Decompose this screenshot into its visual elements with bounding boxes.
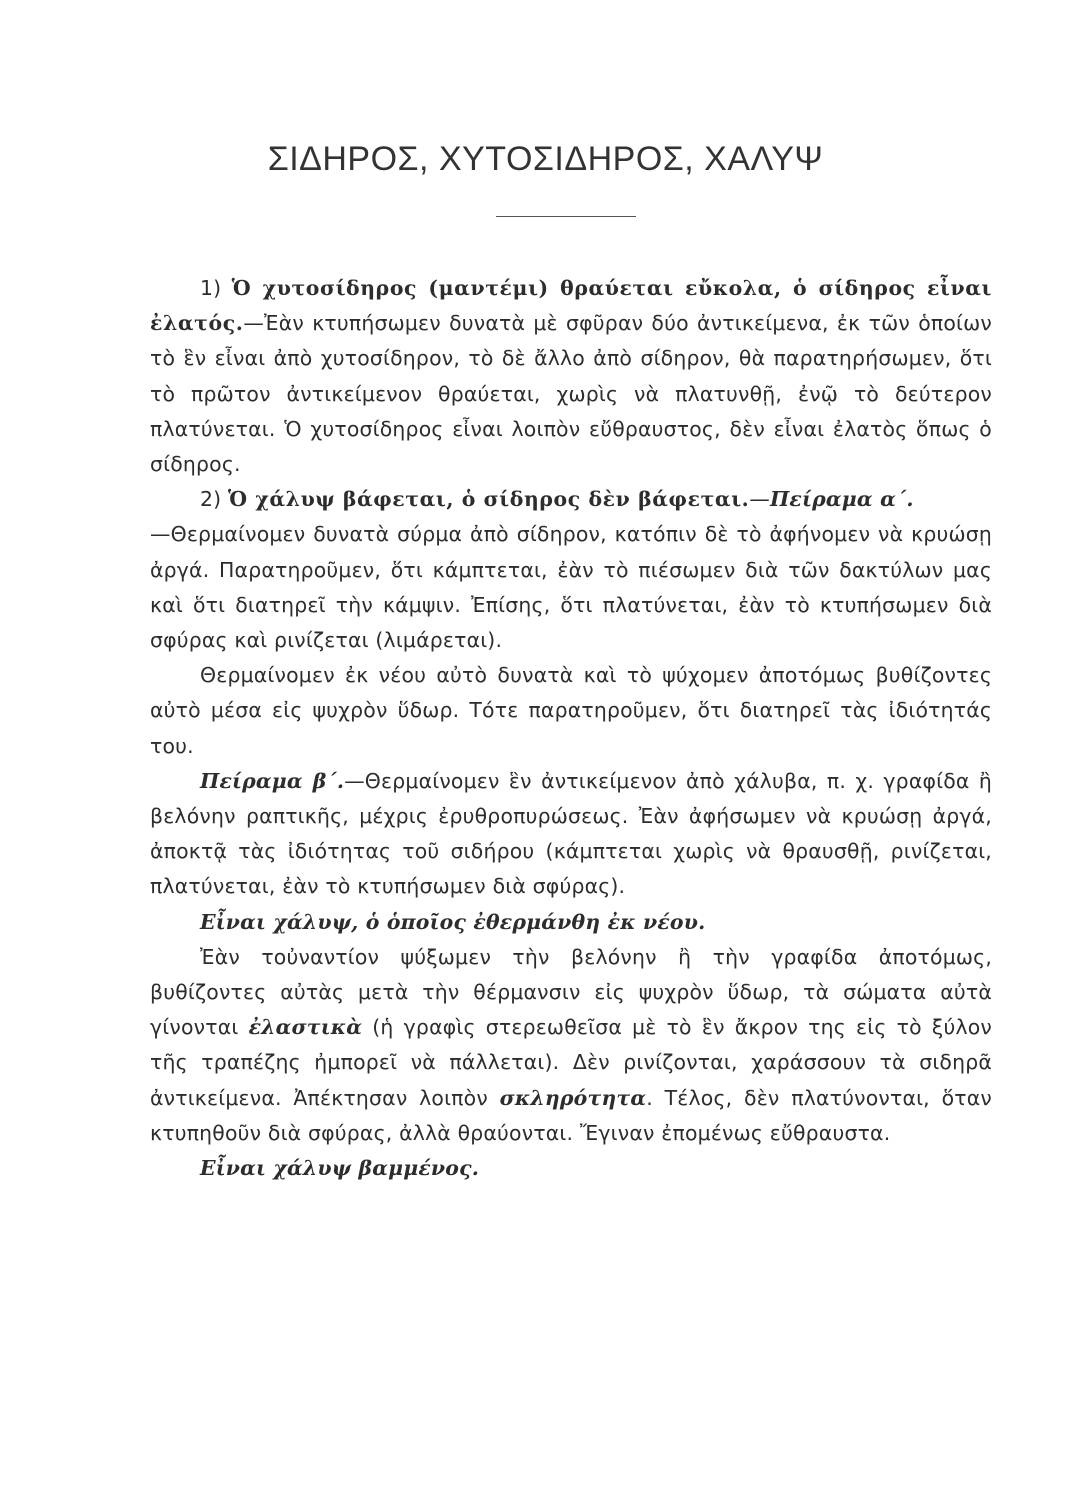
section-2-heading: Ὁ χάλυψ βάφεται, ὁ σίδηρος δὲν βάφεται. bbox=[228, 487, 750, 512]
reheat-text: Θερμαίνομεν ἐκ νέου αὐτὸ δυνατὰ καὶ τὸ ψύχομεν ἀποτόμως βυθίζοντες αὐτὸ μέσα εἰς ψυχρὸν ὕδωρ. Τότε παρατηροῦμεν, ὅτι διατηρεῖ τὰς ἰδιότητάς του. bbox=[150, 663, 992, 758]
section-2-paragraph bbox=[150, 482, 992, 517]
hardness-term: σκληρότητα bbox=[499, 1085, 647, 1110]
conclusion-1: Εἶναι χάλυψ, ὁ ὁποῖος ἐθερμάνθη ἐκ νέου. bbox=[200, 909, 706, 934]
experiment-b-paragraph bbox=[150, 764, 992, 905]
experiment-a-label: Πείραμα α΄. bbox=[769, 487, 914, 512]
section-2-dash: — bbox=[749, 487, 770, 512]
experiment-a-text: —Θερμαίνομεν δυνατὰ σύρμα ἀπὸ σίδηρον, κατόπιν δὲ τὸ ἀφήνομεν νὰ κρυώσῃ ἀργά. Παρατηροῦμεν, ὅτι κάμπτεται, ἐὰν τὸ πιέσωμεν διὰ τῶν δακτύλων μας καὶ ὅτι διατηρεῖ τὴν κάμψιν. Ἐπίσης, ὅτι πλατύνεται, ἐὰν τὸ κτυπήσωμεν διὰ σφύρας καὶ ρινίζεται (λιμάρεται). bbox=[150, 522, 992, 653]
section-1-paragraph bbox=[150, 271, 992, 482]
section-2-number: 2) bbox=[200, 487, 229, 512]
conclusion-2: Εἶναι χάλυψ βαμμένος. bbox=[200, 1156, 479, 1181]
section-1-heading: Ὁ χυτοσίδηρος (μαντέμι) θραύεται εὔκολα, ὁ σίδηρος εἶναι ἐλατός. bbox=[150, 276, 992, 336]
title-divider bbox=[496, 216, 636, 217]
quench-text-3: . Τέλος, δὲν πλατύνονται, ὅταν κτυπηθοῦν διὰ σφύρας, ἀλλὰ θραύονται. Ἔγιναν ἐπομένως εὔθραυστα. bbox=[150, 1085, 992, 1145]
page-title: ΣΙΔΗΡΟΣ, ΧΥΤΟΣΙΔΗΡΟΣ, ΧΑΛΥΨ bbox=[267, 140, 824, 178]
experiment-b-label: Πείραμα β΄. bbox=[200, 768, 345, 793]
quench-paragraph bbox=[150, 940, 992, 1151]
conclusion-1-paragraph bbox=[150, 905, 992, 940]
page-body bbox=[150, 271, 992, 1186]
reheat-paragraph bbox=[150, 658, 992, 764]
section-1-number: 1) bbox=[200, 276, 232, 300]
experiment-a-paragraph bbox=[150, 517, 992, 658]
elastic-term: ἐλαστικὰ bbox=[248, 1015, 363, 1040]
quench-text-1: Ἐὰν τοὐναντίον ψύξωμεν τὴν βελόνην ἢ τὴν γραφίδα ἀποτόμως, βυθίζοντες αὐτὰς μετὰ τὴν θέρμανσιν εἰς ψυχρὸν ὕδωρ, τὰ σώματα αὐτὰ γίνονται bbox=[150, 944, 992, 1040]
experiment-b-text: —Θερμαίνομεν ἓν ἀντικείμενον ἀπὸ χάλυβα, π. χ. γραφίδα ἢ βελόνην ραπτικῆς, μέχρις ἐρυθροπυρώσεως. Ἐὰν ἀφήσωμεν νὰ κρυώσῃ ἀργά, ἀποκτᾷ τὰς ἰδιότητας τοῦ σιδήρου (κάμπτεται χωρὶς νὰ θραυσθῇ, ρινίζεται, πλατύνεται, ἐὰν τὸ κτυπήσωμεν διὰ σφύρας). bbox=[150, 768, 992, 899]
quench-text-2: (ἡ γραφὶς στερεωθεῖσα μὲ τὸ ἓν ἄκρον της εἰς τὸ ξύλον τῆς τραπέζης ἠμπορεῖ νὰ πάλλεται). Δὲν ρινίζονται, χαράσσουν τὰ σιδηρᾶ ἀντικείμενα. Ἀπέκτησαν λοιπὸν bbox=[150, 1015, 992, 1110]
conclusion-2-paragraph bbox=[150, 1151, 992, 1186]
section-1-text: —Ἐὰν κτυπήσωμεν δυνατὰ μὲ σφῦραν δύο ἀντικείμενα, ἐκ τῶν ὁποίων τὸ ἓν εἶναι ἀπὸ χυτοσίδηρον, τὸ δὲ ἄλλο ἀπὸ σίδηρον, θὰ παρατηρήσωμεν, ὅτι τὸ πρῶτον ἀντικείμενον θραύεται, χωρὶς νὰ πλατυνθῇ, ἐνῷ τὸ δεύτερον πλατύνεται. Ὁ χυτοσίδηρος εἶναι λοιπὸν εὔθραυστος, δὲν εἶναι ἐλατὸς ὅπως ὁ σίδηρος. bbox=[150, 311, 992, 477]
